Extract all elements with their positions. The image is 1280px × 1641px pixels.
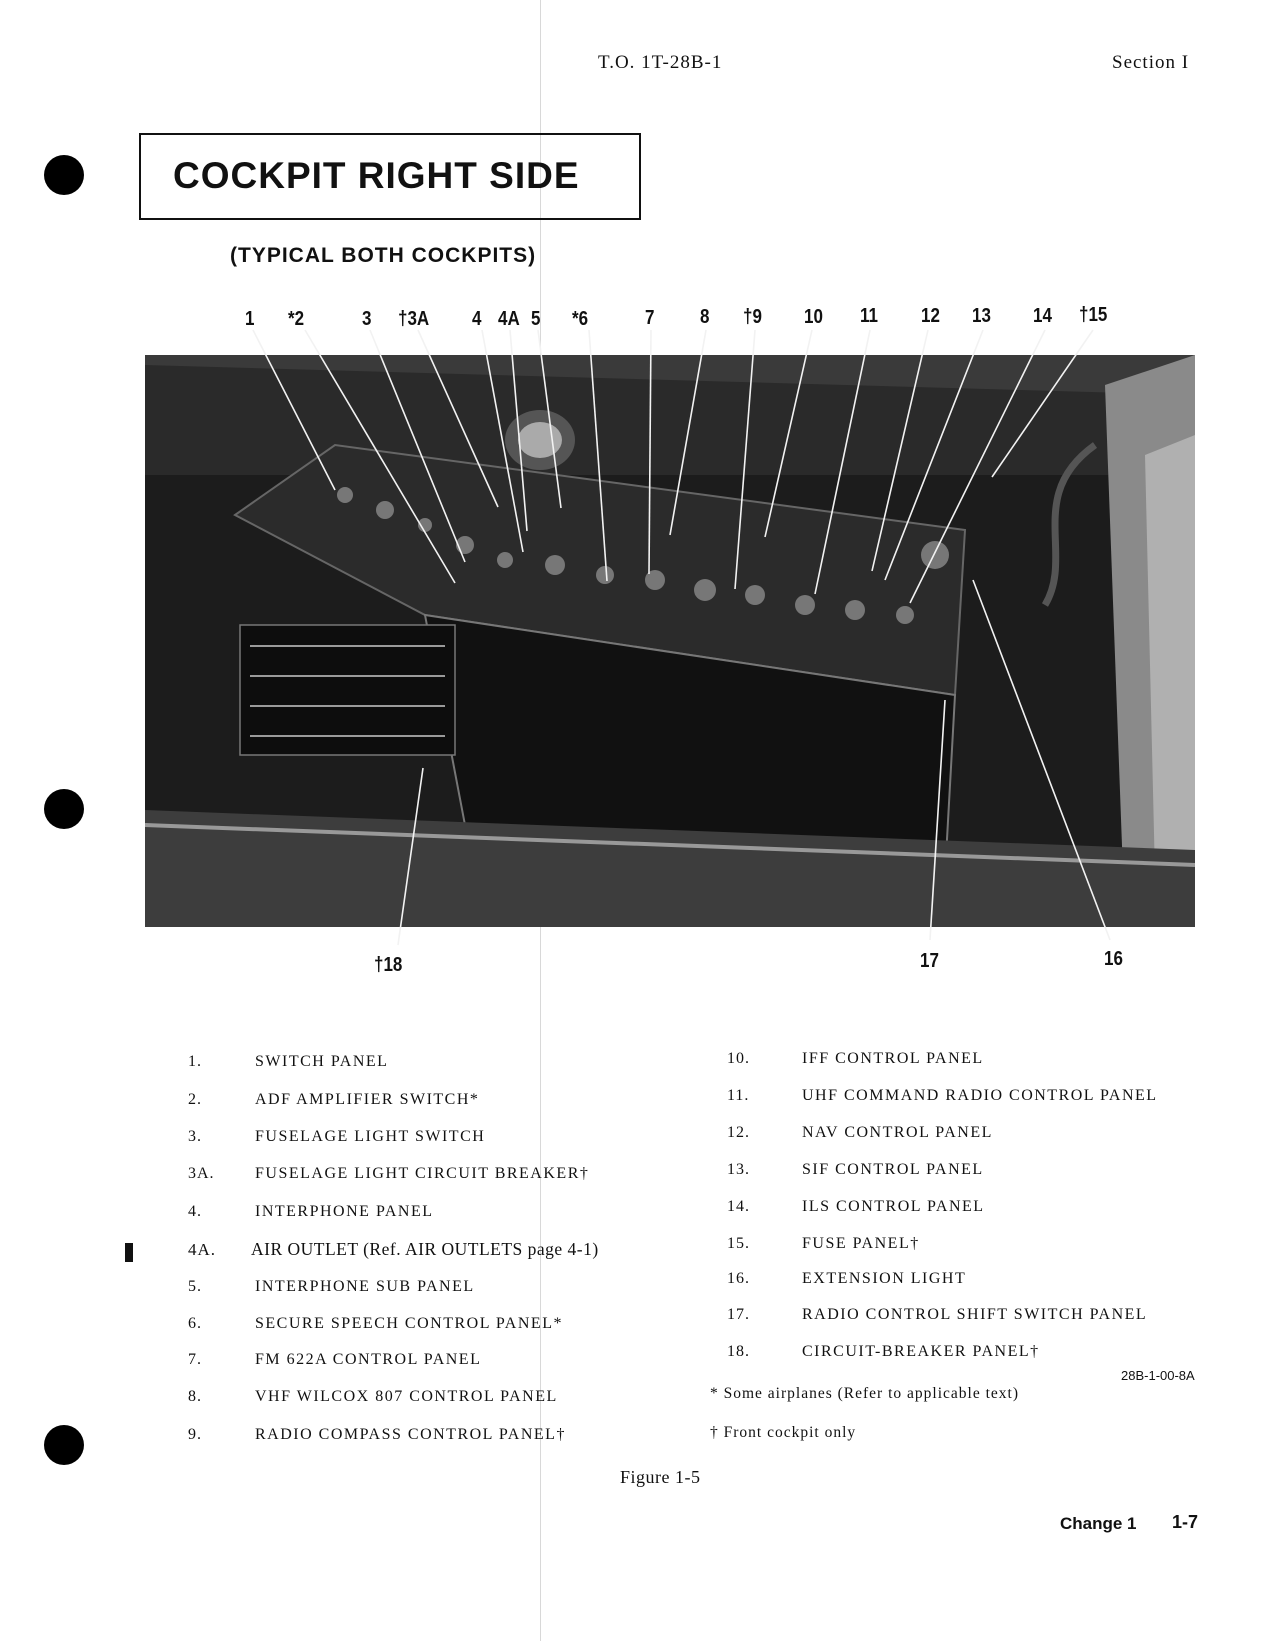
punch-hole-bottom <box>44 1425 84 1465</box>
legend-num: 11. <box>727 1087 750 1104</box>
legend-item: RADIO CONTROL SHIFT SWITCH PANEL <box>802 1306 1148 1323</box>
legend-num: 12. <box>727 1124 750 1141</box>
legend-item: EXTENSION LIGHT <box>802 1270 967 1287</box>
callout-9: †9 <box>743 306 762 328</box>
note-some-airplanes: * Some airplanes (Refer to applicable text) <box>710 1385 1019 1402</box>
callout-10: 10 <box>804 306 823 328</box>
legend-num: 3A. <box>188 1165 215 1182</box>
callout-11: 11 <box>860 305 878 327</box>
legend-item: IFF CONTROL PANEL <box>802 1050 984 1067</box>
figure-reference: 28B-1-00-8A <box>1121 1368 1195 1383</box>
legend-num: 8. <box>188 1388 202 1405</box>
title-box <box>139 133 641 220</box>
callout-8: 8 <box>700 306 710 328</box>
legend-num: 1. <box>188 1053 202 1070</box>
punch-hole-top <box>44 155 84 195</box>
legend-item: INTERPHONE SUB PANEL <box>255 1278 475 1295</box>
note-front-cockpit: † Front cockpit only <box>710 1424 857 1441</box>
legend-item: CIRCUIT-BREAKER PANEL† <box>802 1343 1040 1360</box>
legend-item: SECURE SPEECH CONTROL PANEL* <box>255 1315 563 1332</box>
callout-12: 12 <box>921 305 940 327</box>
callout-4: 4 <box>472 308 482 330</box>
legend-item: SIF CONTROL PANEL <box>802 1161 984 1178</box>
to-number: T.O. 1T-28B-1 <box>598 52 723 73</box>
legend-item: AIR OUTLET (Ref. AIR OUTLETS page 4-1) <box>251 1239 599 1259</box>
revision-bar <box>125 1243 133 1262</box>
page-title: COCKPIT RIGHT SIDE <box>173 155 580 196</box>
page-number: 1-7 <box>1172 1512 1199 1532</box>
legend-item: VHF WILCOX 807 CONTROL PANEL <box>255 1388 558 1405</box>
cockpit-photo <box>145 355 1195 927</box>
legend-item: RADIO COMPASS CONTROL PANEL† <box>255 1426 566 1443</box>
callout-17: 17 <box>920 950 939 972</box>
legend-item: NAV CONTROL PANEL <box>802 1124 993 1141</box>
legend-num: 4. <box>188 1203 202 1220</box>
legend-num: 17. <box>727 1306 750 1323</box>
legend-num: 14. <box>727 1198 750 1215</box>
legend-item: UHF COMMAND RADIO CONTROL PANEL <box>802 1087 1158 1104</box>
legend-num: 5. <box>188 1278 202 1295</box>
callout-6: *6 <box>572 308 589 330</box>
callout-4a: 4A <box>498 308 520 330</box>
callout-13: 13 <box>972 305 991 327</box>
callout-3: 3 <box>362 308 372 330</box>
callout-1: 1 <box>245 308 255 330</box>
legend-num: 10. <box>727 1050 750 1067</box>
page-subtitle: (TYPICAL BOTH COCKPITS) <box>230 244 537 267</box>
legend-item: ILS CONTROL PANEL <box>802 1198 985 1215</box>
callout-3a: †3A <box>398 308 430 330</box>
legend-num: 18. <box>727 1343 750 1360</box>
legend-num: 6. <box>188 1315 202 1332</box>
legend-item: FM 622A CONTROL PANEL <box>255 1351 482 1368</box>
legend-item: FUSE PANEL† <box>802 1235 920 1252</box>
legend-num: 4A. <box>188 1240 217 1259</box>
legend-num: 2. <box>188 1091 202 1108</box>
legend-num: 7. <box>188 1351 202 1368</box>
callout-5: 5 <box>531 308 541 330</box>
figure-caption: Figure 1-5 <box>620 1467 701 1487</box>
punch-hole-middle <box>44 789 84 829</box>
legend-num: 13. <box>727 1161 750 1178</box>
legend-item: FUSELAGE LIGHT CIRCUIT BREAKER† <box>255 1165 590 1182</box>
section-label: Section I <box>1112 52 1190 73</box>
legend-item: SWITCH PANEL <box>255 1053 389 1070</box>
legend-num: 16. <box>727 1270 750 1287</box>
callout-14: 14 <box>1033 305 1052 327</box>
legend-num: 9. <box>188 1426 202 1443</box>
callout-16: 16 <box>1104 948 1123 970</box>
legend-item: INTERPHONE PANEL <box>255 1203 434 1220</box>
change-label: Change 1 <box>1060 1514 1137 1533</box>
callout-2: *2 <box>288 308 305 330</box>
callout-18: †18 <box>374 954 403 976</box>
callout-15: †15 <box>1079 304 1108 326</box>
legend-num: 3. <box>188 1128 202 1145</box>
legend-item: ADF AMPLIFIER SWITCH* <box>255 1091 480 1108</box>
legend-num: 15. <box>727 1235 750 1252</box>
legend-item: FUSELAGE LIGHT SWITCH <box>255 1128 486 1145</box>
callout-7: 7 <box>645 307 655 329</box>
